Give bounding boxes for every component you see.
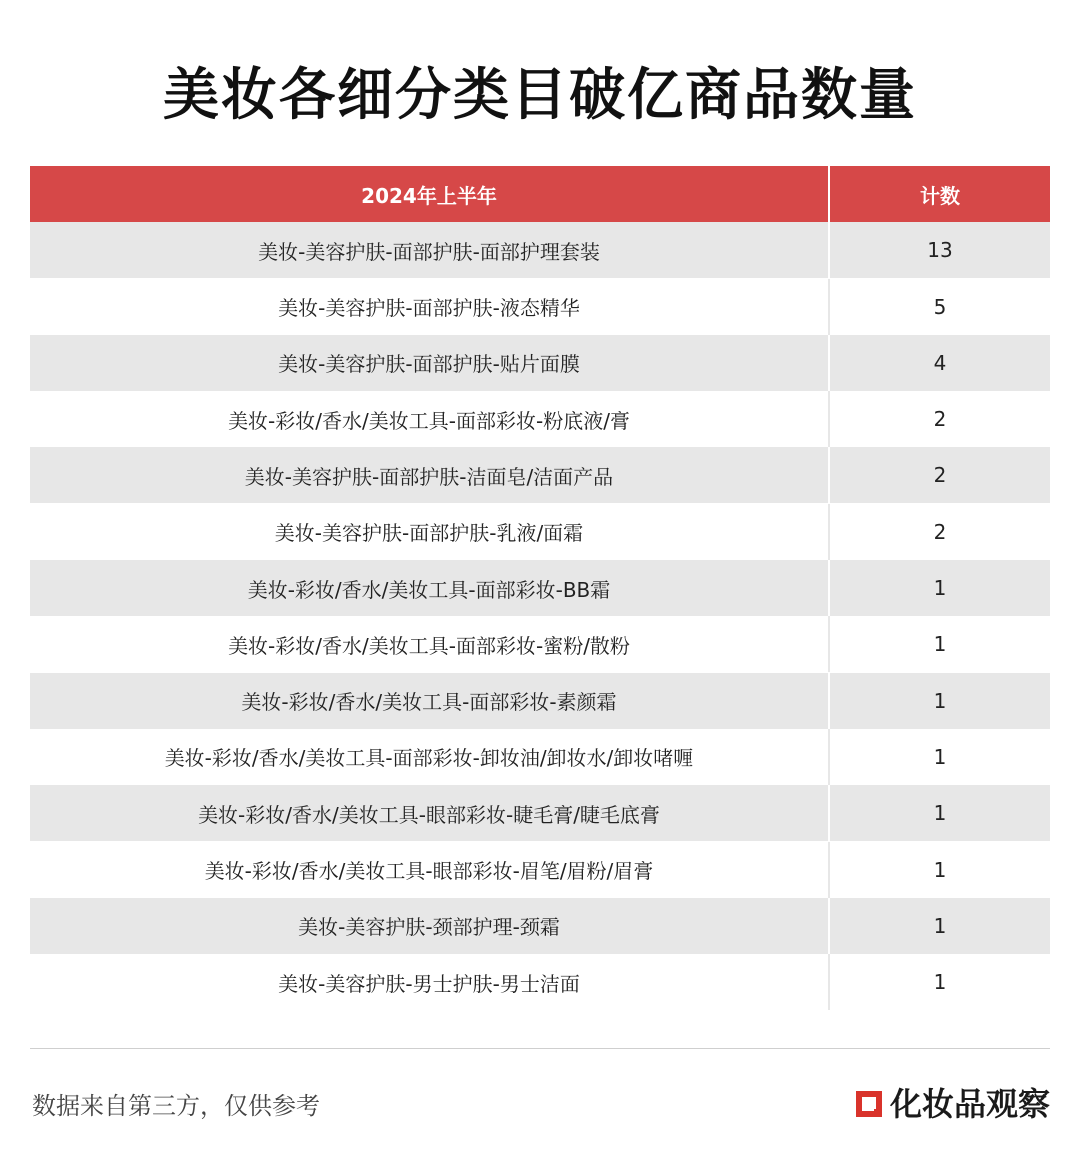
column-header-count: 计数 (920, 183, 960, 208)
brand-logo (856, 1082, 1050, 1126)
count-cell: 2 (933, 407, 947, 432)
data-table (30, 166, 1050, 1010)
brand-name: 化妆品观察 (889, 1085, 1050, 1123)
count-cell: 1 (933, 688, 947, 713)
table-header (30, 166, 1050, 222)
category-cell: 美妆-美容护肤-面部护肤-贴片面膜 (30, 335, 830, 391)
category-cell: 美妆-美容护肤-面部护肤-面部护理套装 (30, 222, 830, 278)
data-source-note: 数据来自第三方，仅供参考 (32, 1092, 320, 1120)
brand-square-icon (856, 1091, 882, 1117)
column-header-period: 2024年上半年 (30, 166, 830, 222)
footer-divider (30, 1048, 1050, 1049)
category-cell: 美妆-彩妆/香水/美妆工具-面部彩妆-蜜粉/散粉 (30, 616, 830, 672)
category-cell: 美妆-彩妆/香水/美妆工具-面部彩妆-卸妆油/卸妆水/卸妆啫喱 (30, 729, 830, 785)
table-row (30, 729, 1050, 785)
table-row (30, 785, 1050, 841)
table-row (30, 842, 1050, 898)
category-cell: 美妆-彩妆/香水/美妆工具-眼部彩妆-眉笔/眉粉/眉膏 (30, 842, 830, 898)
count-cell: 13 (927, 238, 953, 263)
table-row (30, 447, 1050, 503)
table-row (30, 898, 1050, 954)
table-row (30, 391, 1050, 447)
category-cell: 美妆-美容护肤-男士护肤-男士洁面 (30, 954, 830, 1010)
category-cell: 美妆-彩妆/香水/美妆工具-眼部彩妆-睫毛膏/睫毛底膏 (30, 785, 830, 841)
category-cell: 美妆-美容护肤-面部护肤-洁面皂/洁面产品 (30, 447, 830, 503)
table-row (30, 279, 1050, 335)
count-cell: 1 (933, 970, 947, 995)
table-row (30, 504, 1050, 560)
count-cell: 1 (933, 744, 947, 769)
count-cell: 2 (933, 463, 947, 488)
category-cell: 美妆-美容护肤-颈部护理-颈霜 (30, 898, 830, 954)
count-cell: 2 (933, 519, 947, 544)
count-cell: 1 (933, 576, 947, 601)
category-cell: 美妆-彩妆/香水/美妆工具-面部彩妆-素颜霜 (30, 673, 830, 729)
count-cell: 5 (933, 294, 947, 319)
category-cell: 美妆-彩妆/香水/美妆工具-面部彩妆-粉底液/膏 (30, 391, 830, 447)
category-cell: 美妆-美容护肤-面部护肤-液态精华 (30, 279, 830, 335)
count-cell: 1 (933, 801, 947, 826)
table-row (30, 560, 1050, 616)
table-row (30, 954, 1050, 1010)
count-cell: 1 (933, 632, 947, 657)
count-cell: 4 (933, 350, 947, 375)
table-row (30, 673, 1050, 729)
count-cell: 1 (933, 913, 947, 938)
category-cell: 美妆-彩妆/香水/美妆工具-面部彩妆-BB霜 (30, 560, 830, 616)
table-row (30, 222, 1050, 278)
page-title: 美妆各细分类目破亿商品数量 (163, 63, 917, 128)
table-row (30, 335, 1050, 391)
category-cell: 美妆-美容护肤-面部护肤-乳液/面霜 (30, 504, 830, 560)
count-cell: 1 (933, 857, 947, 882)
table-row (30, 616, 1050, 672)
